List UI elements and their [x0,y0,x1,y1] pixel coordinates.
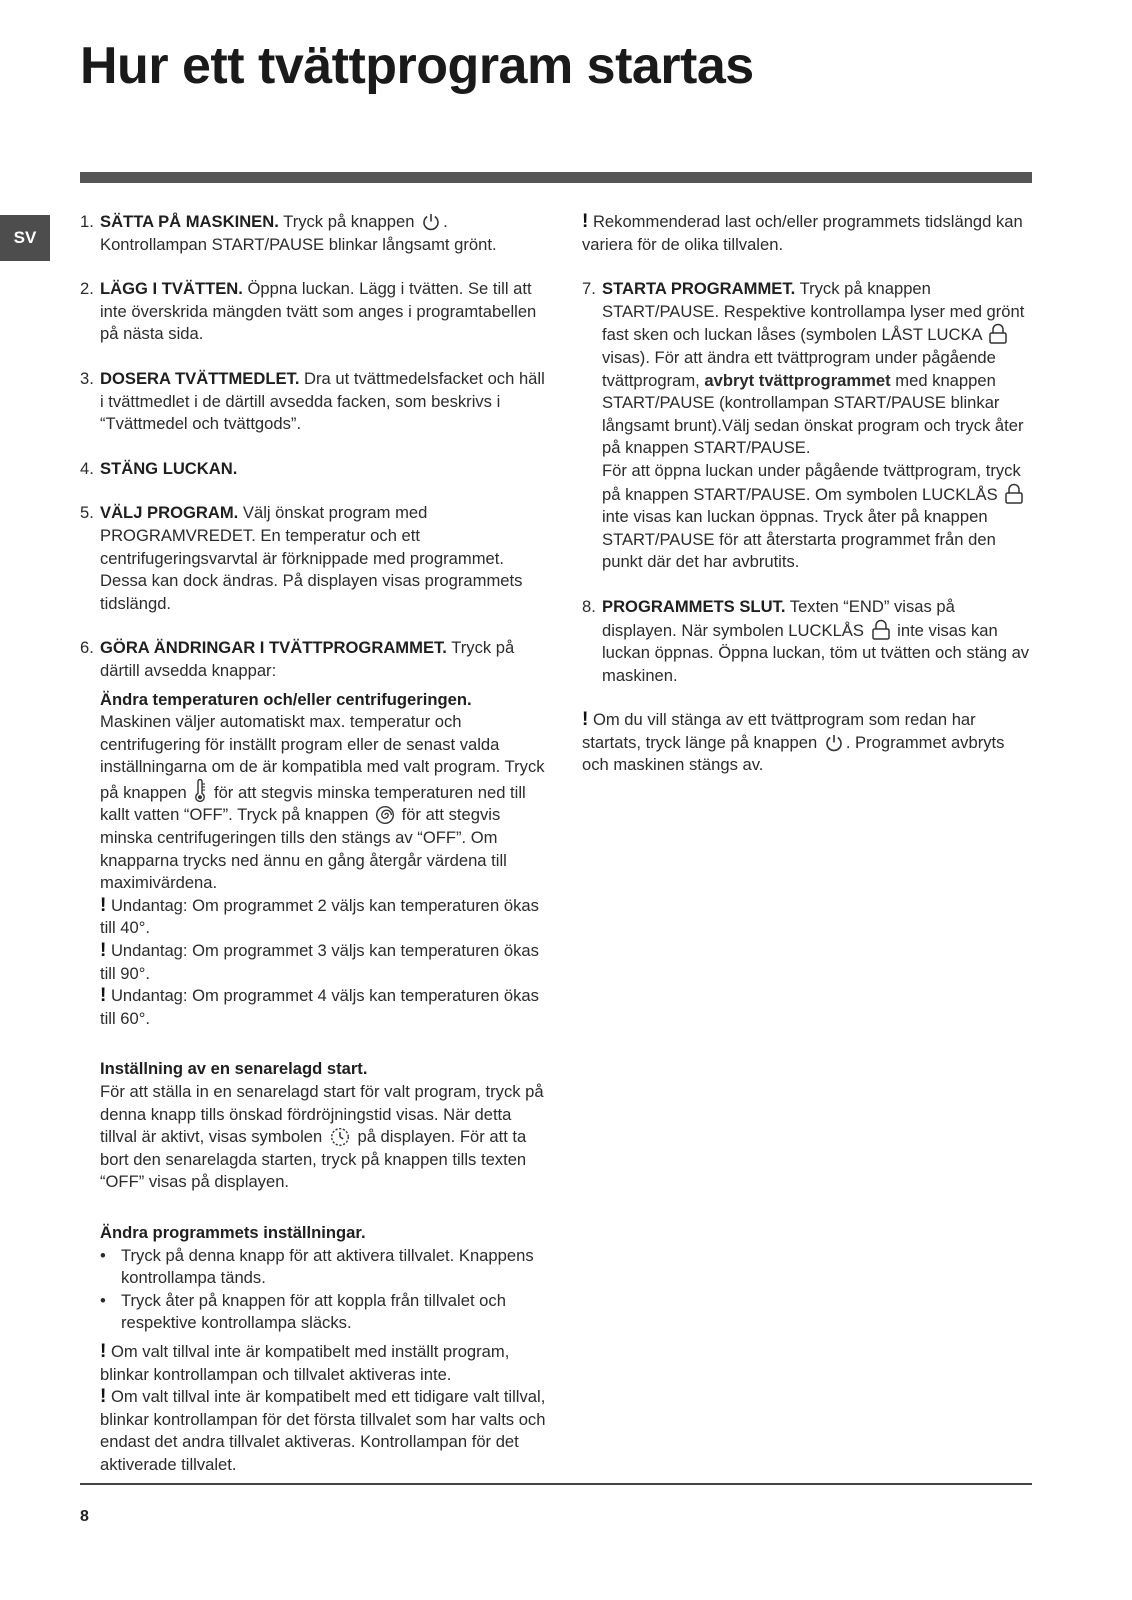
page-number: 8 [80,1508,89,1525]
option-note: Om valt tillval inte är kompatibelt med inställt program, blinkar kontrollampan och tillvalet aktiveras inte. [100,1341,510,1384]
step-1 [80,211,550,256]
header-rule [80,172,1032,183]
right-column [582,211,1034,777]
step-text: visas). För att ändra ett tvättprogram under pågående tvättprogram, [602,347,996,390]
footer-rule [80,1483,1032,1485]
exception-note: Undantag: Om programmet 3 väljs kan temperaturen ökas till 90°. [100,941,539,983]
bullet-text: Tryck på denna knapp för att aktivera tillvalet. Knappens kontrollampa tänds. [121,1245,534,1288]
step-heading: GÖRA ÄNDRINGAR I TVÄTTPROGRAMMET. [100,638,447,658]
power-icon [421,212,441,232]
step-text: Texten “END” visas på displayen. När symbolen LUCKLÅS [602,596,955,640]
step-3 [80,368,550,436]
bullet-text: Tryck åter på knappen för att koppla från tillvalet och respektive kontrollampa släcks. [121,1290,506,1333]
step-6 [80,637,550,1476]
step-number: 7. [582,279,596,299]
step-8 [582,596,1034,687]
padlock-icon [988,323,1008,345]
exclamation-icon: ! [100,1340,107,1362]
step-number: 3. [80,368,94,388]
temperature-text: Maskinen väljer automatiskt max. temperatur och centrifugering för inställt program eller de senast valda inställningarna om de är kompatibla med valt program. Tryck på knappen [100,712,545,802]
exclamation-icon: ! [582,709,589,731]
step-number: 1. [80,212,94,231]
subheading-program-settings: Ändra programmets inställningar. [100,1222,366,1242]
list-item [100,1290,550,1335]
exception-note: Undantag: Om programmet 4 väljs kan temperaturen ökas till 60°. [100,986,539,1028]
temperature-text: för att stegvis minska temperaturen ned till kallt vatten “OFF”. Tryck på knappen [100,782,526,825]
load-note [582,211,1034,256]
step-text: Välj önskat program med PROGRAMVREDET. En temperatur och ett centrifugeringsvarvtal är förknippade med programmet. Dessa kan dock ändras. På displayen visas programmets tidslängd. [100,503,523,613]
step-heading: DOSERA TVÄTTMEDLET. [100,368,300,388]
step-text: med knappen START/PAUSE (kontrollampan START/PAUSE blinkar långsamt brunt).Välj sedan önskat program och tryck åter på knappen START/PAUSE. [602,370,1024,458]
exclamation-icon: ! [100,985,107,1007]
step-number: 2. [80,279,94,299]
padlock-icon [871,619,891,641]
delay-clock-icon [329,1127,351,1147]
delay-text: För att ställa in en senarelagd start för valt program, tryck på denna knapp tills önskad fördröjningstid visas. När detta tillval är aktivt, visas symbolen [100,1082,544,1147]
step-text: Dra ut tvättmedelsfacket och häll i tvättmedlet i de därtill avsedda facken, som beskrivs i “Tvättmedel och tvättgods”. [100,368,545,434]
step-4 [80,458,550,481]
bullet-mark: • [100,1245,106,1265]
exception-note: Undantag: Om programmet 2 väljs kan temperaturen ökas till 40°. [100,895,539,938]
step-7 [582,278,1034,574]
step-text: inte visas kan luckan öppnas. Öppna luckan, töm ut tvätten och stäng av maskinen. [602,620,1030,685]
step-number: 4. [80,458,94,478]
subheading-delayed-start: Inställning av en senarelagd start. [100,1059,368,1079]
step-2 [80,278,550,346]
thermometer-icon [193,779,207,803]
step-text: . [443,212,448,231]
step-number: 6. [80,638,94,658]
step-heading: SÄTTA PÅ MASKINEN. [100,212,279,231]
step-text: Tryck på knappen START/PAUSE. Respektive kontrollampa lyser med grönt fast sken och luckan låses (symbolen LÅST LUCKA [602,279,1025,345]
exclamation-icon: ! [100,940,107,962]
step-text: Tryck på knappen [278,212,420,231]
list-item [100,1245,550,1290]
step-text: inte visas kan luckan öppnas. Tryck åter på knappen START/PAUSE för att återstarta programmet från den punkt där det har avbrutits. [602,507,996,572]
step-text: Öppna luckan. Lägg i tvätten. Se till att inte överskrida mängden tvätt som anges i programtabellen på nästa sida. [100,279,537,344]
step-text: Tryck på därtill avsedda knappar: [100,638,515,680]
page-title: Hur ett tvättprogram startas [80,37,754,95]
bullet-mark: • [100,1290,106,1310]
step-heading: STARTA PROGRAMMET. [602,279,796,299]
step-text: Kontrollampan START/PAUSE blinkar långsamt grönt. [100,234,497,254]
option-note: Om valt tillval inte är kompatibelt med ett tidigare valt tillval, blinkar kontrollampan för det första tillvalet som har valts och endast det andra tillvalet aktiveras. Kontrollampan för det aktiverade tillvalet. [100,1387,546,1474]
exclamation-icon: ! [100,894,107,916]
step-heading: PROGRAMMETS SLUT. [602,596,786,616]
language-tab: SV [0,215,50,261]
step-emphasis: avbryt tvättprogrammet [704,370,891,390]
step-heading: STÄNG LUCKAN. [100,458,238,478]
step-heading: VÄLJ PROGRAM. [100,503,239,523]
stop-note [582,709,1034,777]
subheading-temperature: Ändra temperaturen och/eller centrifugeringen. [100,689,472,709]
spin-icon [375,805,395,825]
step-heading: LÄGG I TVÄTTEN. [100,279,243,299]
delay-text: på displayen. För att ta bort den senarelagda starten, tryck på knappen tills texten “OFF” visas på displayen. [100,1127,527,1192]
power-icon [824,733,844,753]
note-text: Om du vill stänga av ett tvättprogram som redan har startats, tryck länge på knappen [582,710,976,752]
temperature-text: för att stegvis minska centrifugeringen tills den stängs av “OFF”. Om knapparna trycks ned ännu en gång återgår värdena till maximivärdena. [100,805,507,893]
step-number: 5. [80,503,94,523]
left-column [80,211,550,1499]
exclamation-icon: ! [582,211,589,232]
step-5 [80,502,550,615]
note-text: Rekommenderad last och/eller programmets tidslängd kan variera för de olika tillvalen. [582,212,1023,254]
step-text: För att öppna luckan under pågående tvättprogram, tryck på knappen START/PAUSE. Om symbolen LUCKLÅS [602,460,1021,504]
note-text: . Programmet avbryts och maskinen stängs av. [582,732,1005,775]
step-number: 8. [582,596,596,616]
padlock-icon [1004,483,1024,505]
exclamation-icon: ! [100,1386,107,1408]
